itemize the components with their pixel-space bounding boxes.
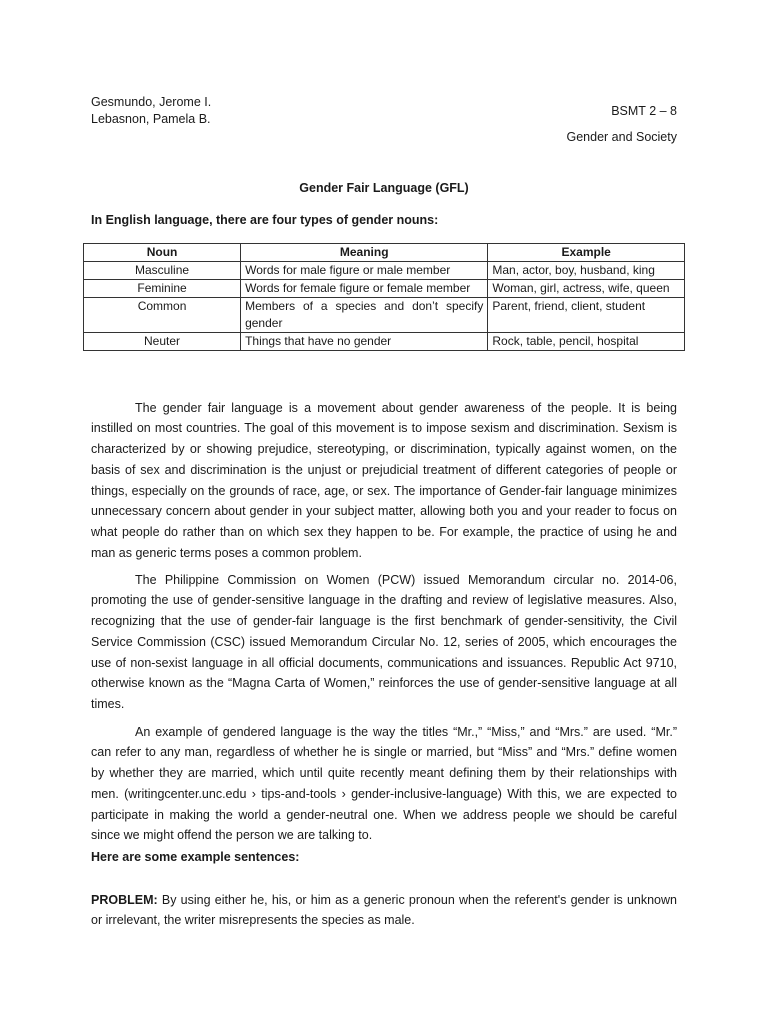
document-title: Gender Fair Language (GFL) (299, 181, 469, 195)
problem-label: PROBLEM: (91, 892, 158, 907)
column-header-meaning: Meaning (241, 244, 488, 262)
author-name: Lebasnon, Pamela B. (91, 112, 211, 126)
noun-cell: Feminine (84, 280, 241, 298)
table-row (84, 262, 685, 280)
noun-cell: Neuter (84, 333, 241, 351)
table-row (84, 298, 685, 333)
section-label: BSMT 2 – 8 (611, 104, 677, 118)
column-header-example: Example (488, 244, 685, 262)
paragraph-text: An example of gendered language is the way the titles “Mr.,” “Miss,” and “Mrs.” are used. “Mr.” can refer to any man, regardless of whether he is single or married, but “Miss” and “Mrs.” define women by whether they are married, which until quite recently meant defining them by their relationships with men. (writingcenter.unc.edu › tips-and-tools › gender-inclusive-language) With this, we are expected to participate in making the world a gender-neutral one. When we address people we should be careful since we might offend the person we are talking to. (91, 724, 677, 843)
author-name: Gesmundo, Jerome I. (91, 95, 212, 109)
body-paragraph (91, 570, 677, 716)
author-block (91, 94, 211, 128)
table-row (84, 280, 685, 298)
meaning-cell: Words for male figure or male member (241, 262, 488, 280)
noun-cell: Masculine (84, 262, 241, 280)
body-paragraph (91, 722, 677, 847)
example-cell: Parent, friend, client, student (488, 298, 685, 333)
noun-cell: Common (84, 298, 241, 333)
course-label: Gender and Society (566, 130, 677, 144)
body-paragraph (91, 398, 677, 564)
problem-text: By using either he, his, or him as a generic pronoun when the referent's gender is unknown or irrelevant, the writer misrepresents the species as male. (91, 892, 677, 928)
paragraph-text: The Philippine Commission on Women (PCW) issued Memorandum circular no. 2014-06, promoting the use of gender-sensitive language in the drafting and review of legislative measures. Also, recognizing that the use of gender-fair language is the first benchmark of gender-sensitivity, the Civil Service Commission (CSC) issued Memorandum Circular No. 12, series of 2005, which encourages the use of non-sexist language in all official documents, communications and issuances. Republic Act 9710, otherwise known as the “Magna Carta of Women,” reinforces the use of gender-sensitive language at all times. (91, 572, 677, 712)
example-cell: Rock, table, pencil, hospital (488, 333, 685, 351)
meaning-cell: Words for female figure or female member (241, 280, 488, 298)
column-header-noun: Noun (84, 244, 241, 262)
example-cell: Woman, girl, actress, wife, queen (488, 280, 685, 298)
meaning-cell: Things that have no gender (241, 333, 488, 351)
examples-intro: Here are some example sentences: (91, 850, 300, 864)
gender-nouns-table (83, 243, 685, 351)
table-row (84, 333, 685, 351)
problem-paragraph (91, 890, 677, 932)
table-intro: In English language, there are four types of gender nouns: (91, 213, 439, 227)
paragraph-text: The gender fair language is a movement about gender awareness of the people. It is being instilled on most countries. The goal of this movement is to impose sexism and discrimination. Sexism is characterized by or showing prejudice, stereotyping, or discrimination, typically against women, on the basis of sex and discrimination is the unjust or prejudicial treatment of different categories of people or things, especially on the grounds of race, age, or sex. The importance of Gender-fair language minimizes unnecessary concern about gender in your subject matter, allowing both you and your reader to focus on what people do rather than on which sex they happen to be. For example, the practice of using he and man as generic terms poses a common problem. (91, 400, 677, 561)
meaning-cell: Members of a species and don’t specify gender (241, 298, 488, 333)
table-header-row (84, 244, 685, 262)
example-cell: Man, actor, boy, husband, king (488, 262, 685, 280)
